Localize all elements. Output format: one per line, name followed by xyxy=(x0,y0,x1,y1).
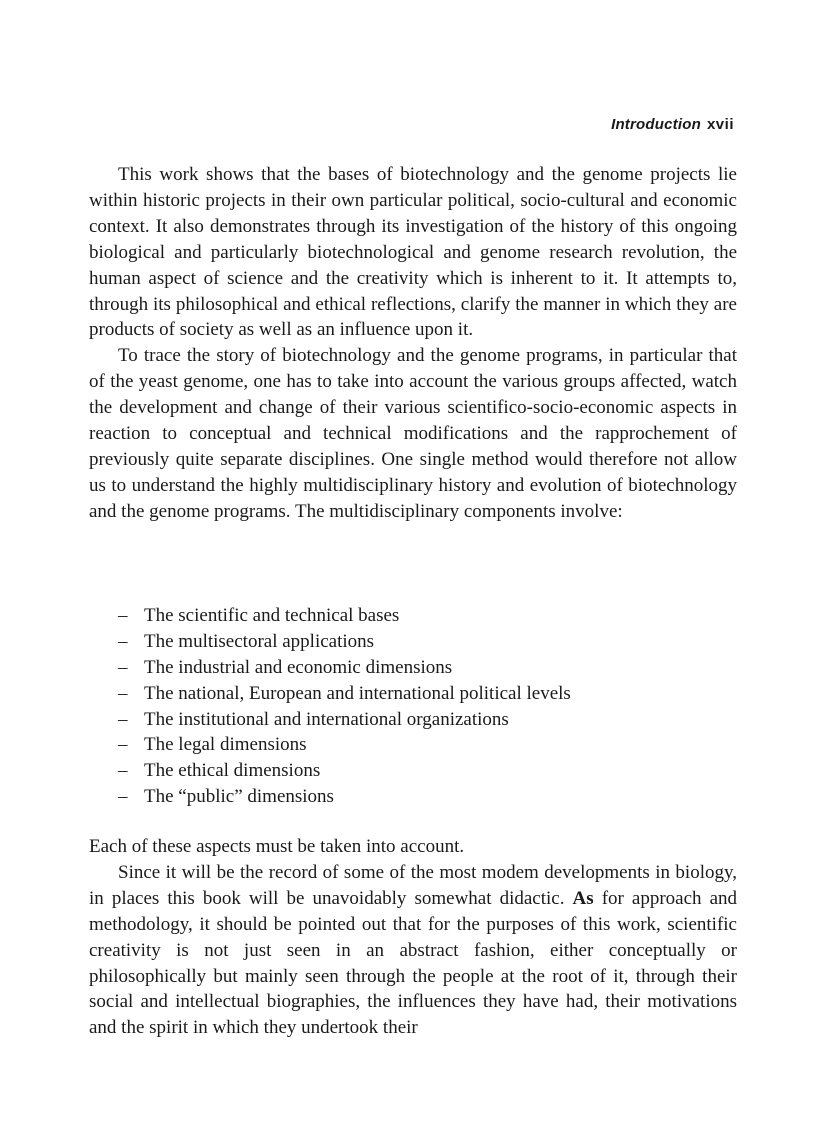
paragraph-3-rest: for approach and methodology, it should be pointed out that for the purposes of this work, scientific creativity is not just seen in an abstract fashion, either conceptually or philosophically but mainly seen through the people at the root of it, through their social and intellectual biographies, the influences they have had, their motivations and the spirit in which they undertook their xyxy=(89,887,738,1039)
paragraph-1: This work shows that the bases of biotechnology and the genome projects lie within historic projects in their own particular political, socio-cultural and economic context. It also demonstrates through its investigation of the history of this ongoing biological and particularly biotechnological and genome research revolution, the human aspect of science and the creativity which is inherent to it. It attempts to, through its philosophical and ethical reflections, clarify the manner in which they are products of society as well as an influence upon it. xyxy=(89,164,737,341)
list-marker: – xyxy=(118,760,128,782)
chapter-title: Introduction xyxy=(611,116,701,133)
list-item-text: The “public” dimensions xyxy=(144,786,334,808)
list-marker: – xyxy=(118,708,128,730)
list-marker: – xyxy=(118,682,128,704)
paragraph-3 xyxy=(89,860,737,1041)
list-item-text: The scientific and technical bases xyxy=(144,605,400,626)
list-item-text: The national, European and international political levels xyxy=(144,682,571,704)
list-marker: – xyxy=(118,734,128,756)
list-marker: – xyxy=(118,605,128,626)
list-item xyxy=(118,784,678,810)
opening-paragraphs xyxy=(89,162,737,525)
list-item xyxy=(118,732,678,758)
list-item xyxy=(118,603,678,629)
list-item-text: The industrial and economic dimensions xyxy=(144,656,453,678)
summary-line: Each of these aspects must be taken into account. xyxy=(89,836,465,857)
running-head xyxy=(611,116,734,133)
paragraph-3-start: Since it will be the record of some of the most modem developments in biology, in places this book will be unavoidably somewhat didactic. xyxy=(89,861,737,909)
list-item xyxy=(118,758,678,784)
bold-word: As xyxy=(572,887,594,909)
list-item-text: The institutional and international organizations xyxy=(144,708,509,730)
list-item xyxy=(118,681,678,707)
list-item-text: The legal dimensions xyxy=(144,734,307,756)
list-item xyxy=(118,707,678,733)
paragraph-2: To trace the story of biotechnology and the genome programs, in particular that of the yeast genome, one has to take into account the various groups affected, watch the development and change of their various scientifico-socio-economic aspects in reaction to conceptual and technical modifications and the rapprochement of previously quite separate disciplines. One single method would therefore not allow us to understand the highly multidisciplinary history and evolution of biotechnology and the genome programs. The multidisciplinary components involve: xyxy=(89,345,737,522)
list-item-text: The multisectoral applications xyxy=(144,630,375,652)
list-item xyxy=(118,629,678,655)
list-marker: – xyxy=(118,656,128,678)
list-marker: – xyxy=(118,630,128,652)
list-item xyxy=(118,655,678,681)
list-marker: – xyxy=(118,786,128,808)
page-number: xvii xyxy=(706,116,734,133)
list-item-text: The ethical dimensions xyxy=(144,760,321,782)
closing-paragraphs xyxy=(89,834,737,1041)
components-list xyxy=(118,603,678,810)
